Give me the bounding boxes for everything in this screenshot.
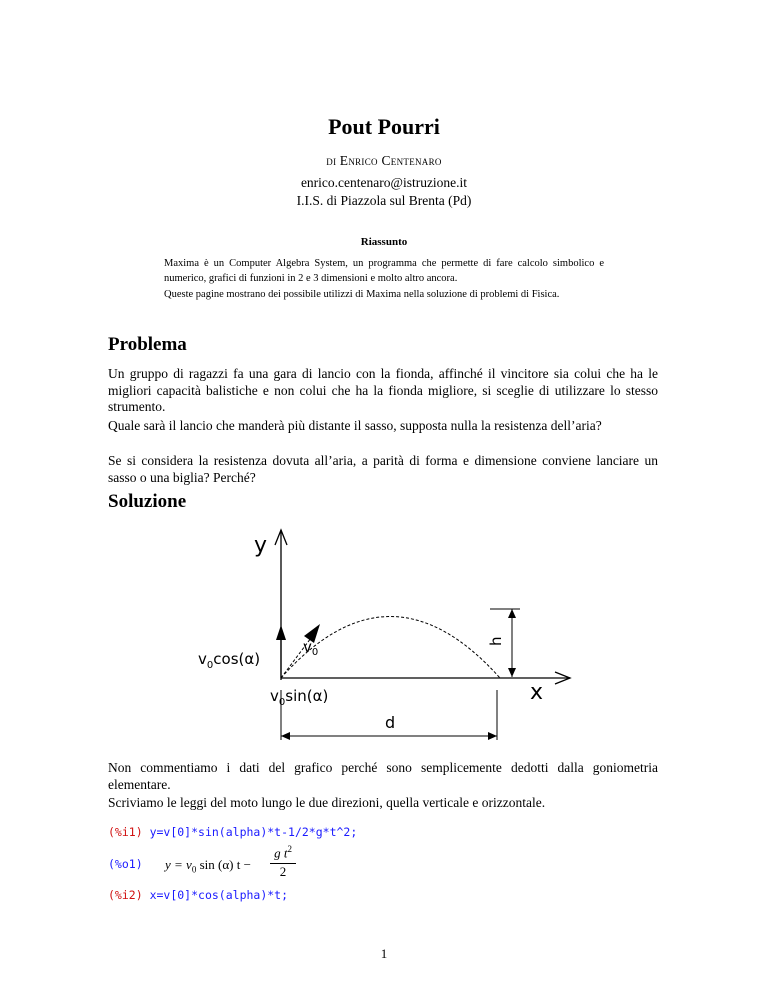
section-heading-problem: Problema xyxy=(108,334,187,355)
x-axis-label: x xyxy=(530,680,544,705)
distance-label: d xyxy=(385,713,396,732)
section-heading-solution: Soluzione xyxy=(108,491,187,512)
page-number: 1 xyxy=(380,946,388,961)
vertical-component-arrowhead xyxy=(276,625,286,640)
horizontal-component-label: $v_0\sin(\alpha)$ xyxy=(270,687,329,708)
maxima-input-1 xyxy=(108,825,357,839)
height-arrow-top xyxy=(508,609,516,618)
distance-arrow-left xyxy=(281,732,290,740)
distance-arrow-right xyxy=(488,732,497,740)
maxima-output-label-1: (%o1) xyxy=(108,857,143,871)
height-label: h xyxy=(487,636,505,646)
solution-paragraph-1: Non commentiamo i dati del grafico perché sono semplicemente dedotti dalla goniometria elementare. xyxy=(108,760,658,792)
problem-paragraph-1: Un gruppo di ragazzi fa una gara di lancio con la fionda, affinché il vincitore sia colui che ha le migliori capacità balistiche e non colui che ha la fionda migliore, si sceglie di utilizzare lo stesso strumento. xyxy=(108,366,658,414)
input-command-2: x=v[0]*cos(alpha)*t; xyxy=(149,888,289,902)
author-institute: I.I.S. di Piazzola sul Brenta (Pd) xyxy=(296,193,472,208)
author-name: Enrico Centenaro xyxy=(339,153,442,168)
problem-paragraph-3: Se si considera la resistenza dovuta all’aria, a parità di forma e dimensione conviene lanciare un sasso o una biglia? Perché? xyxy=(108,453,658,485)
vertical-component-label: $v_0\cos(\alpha)$ xyxy=(198,650,261,671)
input-label-2: (%i2) xyxy=(108,888,143,902)
abstract-paragraph-1: Maxima è un Computer Algebra System, un programma che permette di fare calcolo simbolico e numerico, grafici di funzioni in 2 e 3 dimensioni e molto altro ancora. xyxy=(164,258,604,284)
abstract-paragraph-2: Queste pagine mostrano dei possibile utilizzi di Maxima nella soluzione di problemi di Fisica. xyxy=(164,289,560,300)
problem-paragraph-2: Quale sarà il lancio che manderà più distante il sasso, supposta nulla la resistenza dell’aria? xyxy=(108,418,602,433)
solution-paragraph-2: Scriviamo le leggi del moto lungo le due direzioni, quella verticale e orizzontale. xyxy=(108,795,546,810)
paper-title: Pout Pourri xyxy=(328,114,440,139)
by-word: di xyxy=(326,153,337,168)
input-label-1: (%i1) xyxy=(108,825,143,839)
abstract-heading: Riassunto xyxy=(360,236,408,248)
y-axis-label: y xyxy=(254,533,268,558)
velocity-label: $v_0$ xyxy=(303,638,319,658)
input-command-1: y=v[0]*sin(alpha)*t-1/2*g*t^2; xyxy=(149,825,358,839)
maxima-input-2 xyxy=(108,888,288,902)
height-arrow-bottom xyxy=(508,668,516,677)
author-email: enrico.centenaro@istruzione.it xyxy=(300,175,468,190)
